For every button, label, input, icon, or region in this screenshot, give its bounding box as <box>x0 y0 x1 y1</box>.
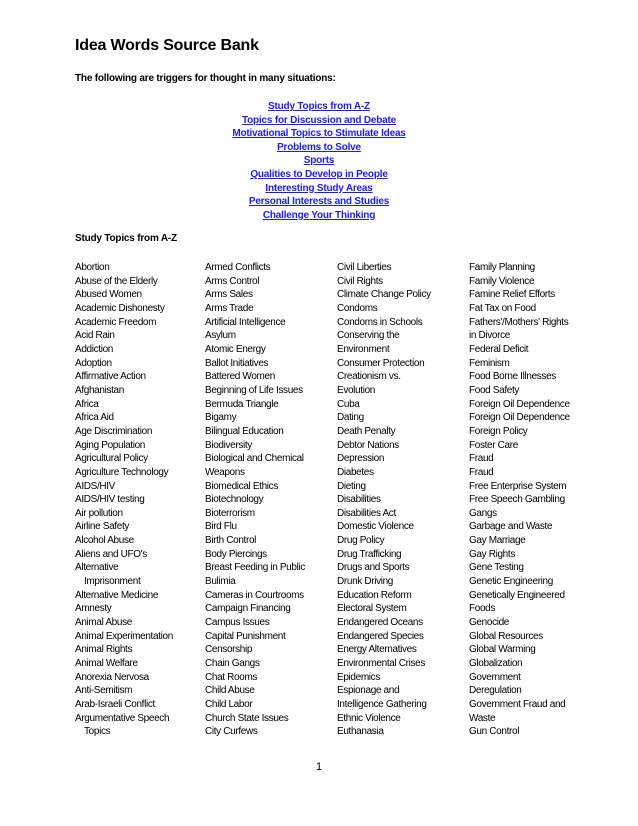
topic-item: Death Penalty <box>337 425 396 437</box>
topic-item: Biological and Chemical <box>205 453 304 465</box>
intro-text: The following are triggers for thought in many situations: <box>75 73 336 84</box>
topic-item: Gangs <box>469 507 497 519</box>
topic-item: Child Labor <box>205 699 253 710</box>
topic-item: Drugs and Sports <box>337 562 410 574</box>
link-challenge-thinking[interactable]: Challenge Your Thinking <box>262 209 376 221</box>
topic-item: Espionage and <box>337 685 400 697</box>
topic-item: Agriculture Technology <box>75 466 169 478</box>
topic-item: Famine Relief Efforts <box>469 289 555 301</box>
topic-item: Fathers'/Mothers' Rights <box>469 316 569 328</box>
topic-item: Weapons <box>205 466 245 478</box>
link-qualities[interactable]: Qualities to Develop in People <box>250 168 388 180</box>
topic-column-1 <box>75 261 205 739</box>
topic-item: Biodiversity <box>205 439 252 451</box>
topic-item: in Divorce <box>469 330 510 342</box>
topic-item: Aliens and UFO's <box>75 548 147 560</box>
topic-item: Epidemics <box>337 671 380 683</box>
link-sports[interactable]: Sports <box>303 155 335 167</box>
topic-item: Federal Deficit <box>469 343 529 355</box>
topic-item: Arms Sales <box>205 289 253 301</box>
topic-item: Animal Abuse <box>75 617 132 629</box>
topic-item: Conserving the <box>337 330 400 342</box>
topic-item: Academic Freedom <box>75 316 157 328</box>
topic-item: Deregulation <box>469 685 522 697</box>
link-personal-interests[interactable]: Personal Interests and Studies <box>248 196 390 208</box>
topic-item: Genetically Engineered <box>469 589 565 601</box>
topic-item: Breast Feeding in Public <box>205 562 305 574</box>
topic-item: Foreign Oil Dependence <box>469 398 570 410</box>
topic-item: Bigamy <box>205 412 237 424</box>
link-study-areas[interactable]: Interesting Study Areas <box>265 182 373 194</box>
link-study-topics[interactable]: Study Topics from A-Z <box>268 101 370 112</box>
topic-item: Environmental Crises <box>337 658 426 670</box>
topic-item: Airline Safety <box>75 521 130 533</box>
topic-item: Biotechnology <box>205 494 264 506</box>
topic-item: Bermuda Triangle <box>205 398 279 410</box>
topic-item: Battered Women <box>205 371 275 383</box>
topic-links <box>200 100 438 222</box>
topic-item: Topics <box>84 726 111 738</box>
topic-column-3 <box>337 261 467 739</box>
topic-item: Cameras in Courtrooms <box>205 589 304 601</box>
topic-item: Aging Population <box>75 439 146 451</box>
topic-item: Atomic Energy <box>205 343 266 355</box>
topic-item: Church State Issues <box>205 712 289 724</box>
topic-item: AIDS/HIV testing <box>75 494 145 506</box>
topic-item: Free Speech Gambling <box>469 494 565 506</box>
topic-item: Amnesty <box>75 603 112 615</box>
topic-item: Campus Issues <box>205 617 270 629</box>
topic-item: Child Abuse <box>205 685 255 697</box>
topic-item: Alternative Medicine <box>75 589 159 601</box>
page-number: 1 <box>315 761 323 773</box>
topic-item: Disabilities <box>337 494 381 506</box>
topic-item: Debtor Nations <box>337 439 399 451</box>
topic-item: Electoral System <box>337 603 407 615</box>
topic-item: Abuse of the Elderly <box>75 275 158 287</box>
topic-item: Foreign Policy <box>469 425 528 437</box>
topic-item: Body Piercings <box>205 548 267 560</box>
topic-item: Academic Dishonesty <box>75 302 165 314</box>
section-heading: Study Topics from A-Z <box>75 233 177 244</box>
topic-item: Globalization <box>469 658 523 670</box>
link-problems-to-solve[interactable]: Problems to Solve <box>277 141 361 153</box>
topic-item: Gene Testing <box>469 562 524 574</box>
topic-item: Free Enterprise System <box>469 480 567 492</box>
topic-item: Asylum <box>205 330 236 342</box>
topic-item: Agricultural Policy <box>75 453 148 465</box>
topic-item: Climate Change Policy <box>337 289 431 301</box>
topic-item: Gay Marriage <box>469 535 526 547</box>
topic-item: Chat Rooms <box>205 671 258 683</box>
topic-item: Fraud <box>469 453 494 465</box>
topic-item: Capital Punishment <box>205 630 286 642</box>
topic-item: Genetic Engineering <box>469 576 553 588</box>
topic-item: Global Resources <box>469 630 543 642</box>
topic-item: Armed Conflicts <box>205 262 271 273</box>
topic-item: Adoption <box>75 357 112 369</box>
topic-item: Abortion <box>75 262 110 273</box>
topic-item: Feminism <box>469 357 510 369</box>
topic-item: Intelligence Gathering <box>337 699 427 710</box>
topic-item: AIDS/HIV <box>75 480 115 492</box>
topic-item: Bird Flu <box>205 521 237 533</box>
topic-item: Waste <box>469 712 496 724</box>
topic-item: Drug Policy <box>337 535 385 547</box>
topic-item: Garbage and Waste <box>469 521 553 533</box>
topic-item: Euthanasia <box>337 726 384 738</box>
topic-item: Endangered Oceans <box>337 617 423 629</box>
topic-item: Alternative <box>75 562 119 574</box>
topic-item: Anorexia Nervosa <box>75 671 149 683</box>
topic-item: Cuba <box>337 398 360 410</box>
topic-item: Consumer Protection <box>337 357 425 369</box>
page-title: Idea Words Source Bank <box>75 37 259 54</box>
topic-item: Bioterrorism <box>205 507 255 519</box>
topic-item: Campaign Financing <box>205 603 291 615</box>
topic-item: Argumentative Speech <box>75 712 170 724</box>
topic-item: Artificial Intelligence <box>205 316 286 328</box>
topic-item: Animal Welfare <box>75 658 138 670</box>
topic-item: Condoms in Schools <box>337 316 423 328</box>
topic-item: Global Warming <box>469 644 536 656</box>
topic-item: Bilingual Education <box>205 425 284 437</box>
topic-item: Evolution <box>337 384 375 396</box>
topic-item: Ballot Initiatives <box>205 357 269 369</box>
topic-item: Age Discrimination <box>75 425 153 437</box>
topic-item: Fraud <box>469 466 494 478</box>
topic-item: Arms Trade <box>205 302 254 314</box>
topic-item: Censorship <box>205 644 253 656</box>
topic-item: Disabilities Act <box>337 507 396 519</box>
topic-item: Gay Rights <box>469 548 515 560</box>
topic-item: Africa Aid <box>75 412 114 424</box>
topic-item: Food Borne Illnesses <box>469 371 556 383</box>
topic-item: Alcohol Abuse <box>75 535 134 547</box>
topic-item: Depression <box>337 453 385 465</box>
topic-item: Abused Women <box>75 289 142 301</box>
topic-item: Genocide <box>469 617 510 629</box>
topic-item: Acid Rain <box>75 330 115 342</box>
topic-item: Afghanistan <box>75 384 124 396</box>
topic-item: Africa <box>75 398 99 410</box>
topic-item: Civil Rights <box>337 275 383 287</box>
topic-item: Domestic Violence <box>337 521 414 533</box>
topic-item: Gun Control <box>469 726 520 738</box>
topic-item: Civil Liberties <box>337 262 392 273</box>
topic-item: Animal Rights <box>75 644 133 656</box>
link-discussion-debate[interactable]: Topics for Discussion and Debate <box>241 114 396 126</box>
topic-item: Chain Gangs <box>205 658 260 670</box>
topic-item: Family Violence <box>469 275 535 287</box>
topic-item: Government Fraud and <box>469 699 566 710</box>
topic-item: Air pollution <box>75 507 123 519</box>
topic-column-2 <box>205 261 335 739</box>
topic-item: Arms Control <box>205 275 260 287</box>
topic-item: Food Safety <box>469 384 520 396</box>
topic-item: Drunk Driving <box>337 576 394 588</box>
topic-item: Beginning of Life Issues <box>205 384 303 396</box>
topic-item: Drug Trafficking <box>337 548 402 560</box>
topic-item: Diabetes <box>337 466 374 478</box>
topic-item: Education Reform <box>337 589 412 601</box>
topic-item: Dating <box>337 412 364 424</box>
topic-item: Foster Care <box>469 439 518 451</box>
topic-item: Addiction <box>75 343 113 355</box>
topic-item: City Curfews <box>205 726 258 738</box>
topic-item: Creationism vs. <box>337 371 401 383</box>
topic-item: Imprisonment <box>84 576 141 588</box>
topic-item: Environment <box>337 343 390 355</box>
topic-item: Foods <box>469 603 496 615</box>
topic-item: Birth Control <box>205 535 257 547</box>
topic-item: Affirmative Action <box>75 371 146 383</box>
topic-item: Condoms <box>337 302 378 314</box>
topic-item: Energy Alternatives <box>337 644 417 656</box>
topic-item: Endangered Species <box>337 630 424 642</box>
topic-item: Arab-Israeli Conflict <box>75 699 155 710</box>
topic-item: Dieting <box>337 480 366 492</box>
topic-item: Ethnic Violence <box>337 712 401 724</box>
topic-item: Government <box>469 671 521 683</box>
topic-item: Fat Tax on Food <box>469 302 536 314</box>
topic-item: Anti-Semitism <box>75 685 133 697</box>
topic-item: Family Planning <box>469 262 535 273</box>
topic-item: Bulimia <box>205 576 236 588</box>
topic-item: Animal Experimentation <box>75 630 173 642</box>
topic-item: Foreign Oil Dependence <box>469 412 570 424</box>
topic-column-4 <box>469 261 599 739</box>
topic-item: Biomedical Ethics <box>205 480 278 492</box>
link-motivational-topics[interactable]: Motivational Topics to Stimulate Ideas <box>232 128 406 140</box>
